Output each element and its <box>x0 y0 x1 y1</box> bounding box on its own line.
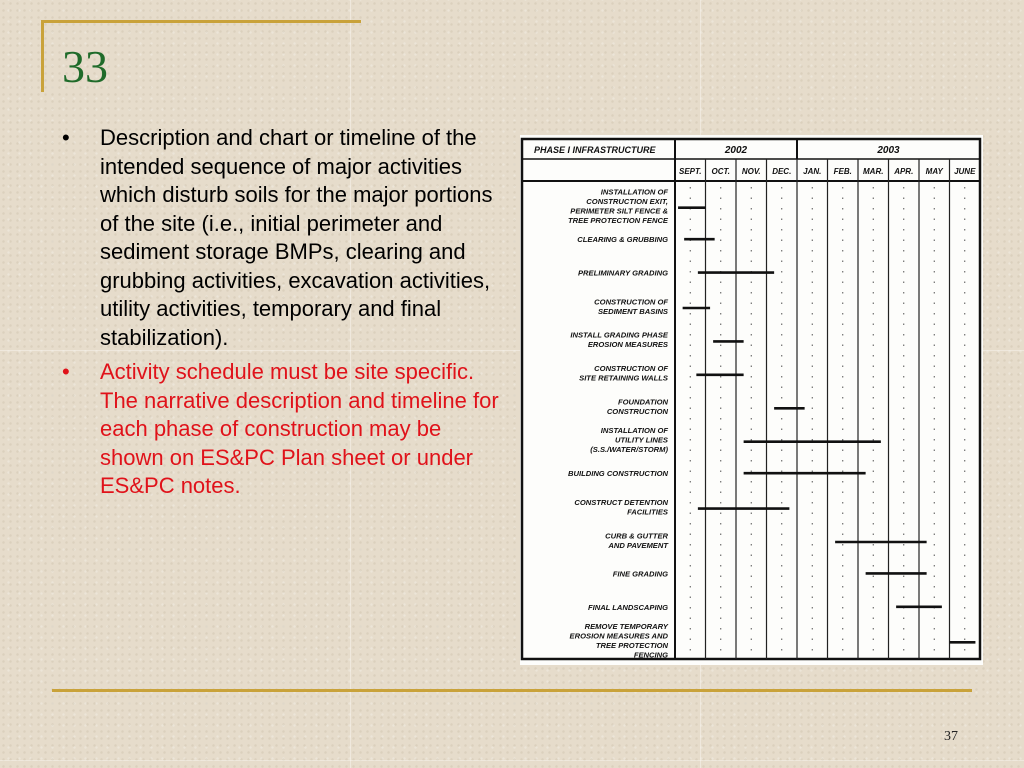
month-label: SEPT. <box>678 167 702 176</box>
construction-schedule-chart <box>520 135 983 665</box>
activity-label: FINAL LANDSCAPING <box>587 602 668 612</box>
bullet-marker: • <box>62 125 70 150</box>
footer-divider <box>52 689 972 692</box>
activity-label: CURB & GUTTER <box>605 531 668 541</box>
activity-label: EROSION MEASURES AND <box>569 631 668 641</box>
month-label: APR. <box>894 167 914 176</box>
activity-label: FOUNDATION <box>617 397 668 407</box>
activity-label: PERIMETER SILT FENCE & <box>570 206 668 216</box>
activity-label: INSTALLATION OF <box>600 187 668 197</box>
activity-label: CONSTRUCTION OF <box>594 364 668 374</box>
activity-label: CONSTRUCT DETENTION <box>574 497 668 507</box>
title-accent-vertical <box>41 20 44 92</box>
activity-label: CLEARING & GRUBBING <box>577 235 668 245</box>
activity-label: FENCING <box>633 650 668 660</box>
gantt-svg <box>520 135 983 665</box>
activity-label: FINE GRADING <box>612 569 668 579</box>
activity-label: UTILITY LINES <box>614 435 668 445</box>
activity-label: REMOVE TEMPORARY <box>584 622 668 632</box>
bullet-marker: • <box>62 359 70 384</box>
chart-title: PHASE I INFRASTRUCTURE <box>534 145 656 155</box>
page-number: 37 <box>944 729 958 744</box>
month-label: OCT. <box>711 167 731 176</box>
activity-label: CONSTRUCTION OF <box>594 297 668 307</box>
activity-label: CONSTRUCTION EXIT, <box>586 196 668 206</box>
month-label: FEB. <box>833 167 852 176</box>
activity-label: CONSTRUCTION <box>606 407 668 417</box>
activity-label: (S.S./WATER/STORM) <box>590 445 668 455</box>
activity-label: TREE PROTECTION <box>595 641 668 651</box>
activity-label: BUILDING CONSTRUCTION <box>568 469 668 479</box>
activity-label: INSTALL GRADING PHASE <box>570 330 668 340</box>
month-label: JUNE <box>954 167 976 176</box>
month-label: NOV. <box>741 167 761 176</box>
activity-label: FACILITIES <box>627 507 668 517</box>
activity-label: INSTALLATION OF <box>600 426 668 436</box>
bullet-item-description <box>62 124 502 352</box>
year-label: 2002 <box>724 145 748 156</box>
activity-label: PRELIMINARY GRADING <box>577 268 668 278</box>
activity-label: AND PAVEMENT <box>608 540 668 550</box>
year-label: 2003 <box>877 145 900 156</box>
month-label: MAY <box>925 167 943 176</box>
bullet-list <box>62 124 502 507</box>
bullet-item-schedule-note <box>62 358 502 501</box>
activity-label: EROSION MEASURES <box>587 340 668 350</box>
bullet-text: Activity schedule must be site specific. The narrative description and timeline for each phase of construction may be shown on ES&PC Plan sheet or under ES&PC notes. <box>100 359 499 498</box>
activity-label: SEDIMENT BASINS <box>597 306 668 316</box>
month-label: DEC. <box>772 167 792 176</box>
activity-label: TREE PROTECTION FENCE <box>568 215 668 225</box>
month-label: MAR. <box>863 167 884 176</box>
month-label: JAN. <box>803 167 822 176</box>
activity-label: SITE RETAINING WALLS <box>579 373 668 383</box>
title-accent-horizontal <box>41 20 361 23</box>
bullet-text: Description and chart or timeline of the intended sequence of major activities which disturb soils for the major portions of the site (i.e., initial perimeter and sediment storage BMPs, clearing and grubbing activities, excavation activities, utility activities, temporary and final stabilization). <box>100 125 493 350</box>
slide-title: 33 <box>62 41 108 92</box>
